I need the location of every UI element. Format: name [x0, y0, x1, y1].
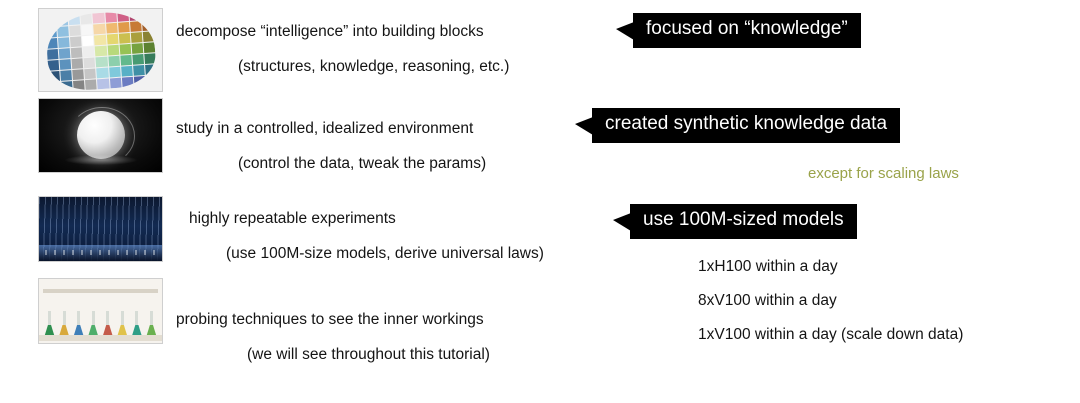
row-4-line-1: probing techniques to see the inner workings — [176, 311, 484, 328]
rain-dots — [45, 250, 156, 255]
row-1-line-2: (structures, knowledge, reasoning, etc.) — [238, 58, 510, 75]
row-2-line-2: (control the data, tweak the params) — [238, 155, 487, 172]
hardware-item-1: 1xH100 within a day — [698, 258, 838, 275]
scaling-laws-note: except for scaling laws — [808, 165, 959, 182]
row-3-line-2: (use 100M-size models, derive universal laws) — [226, 245, 544, 262]
row-1-line-1: decompose “intelligence” into building blocks — [176, 23, 484, 40]
callout-tail-icon — [613, 213, 631, 231]
lab-rack — [43, 289, 158, 293]
callout-tail-icon — [616, 22, 634, 40]
callout-label: focused on “knowledge” — [646, 18, 848, 39]
brain-mosaic-thumbnail — [38, 8, 163, 92]
hardware-item-3: 1xV100 within a day (scale down data) — [698, 326, 964, 343]
sphere-shape — [77, 111, 125, 159]
glossy-sphere-thumbnail — [38, 98, 163, 173]
callout-label: created synthetic knowledge data — [605, 113, 888, 134]
callout-synthetic-knowledge-data — [592, 108, 900, 143]
row-2-line-1: study in a controlled, idealized environment — [176, 120, 474, 137]
sphere-shadow — [65, 155, 137, 165]
callout-focused-on-knowledge — [633, 13, 861, 48]
callout-tail-icon — [575, 117, 593, 135]
lab-glassware-thumbnail — [38, 278, 163, 344]
row-4-line-2: (we will see throughout this tutorial) — [247, 346, 490, 363]
row-3-line-1: highly repeatable experiments — [189, 210, 396, 227]
hardware-item-2: 8xV100 within a day — [698, 292, 837, 309]
data-rain-thumbnail — [38, 196, 163, 262]
callout-100m-sized-models — [630, 204, 857, 239]
callout-label: use 100M-sized models — [643, 209, 844, 230]
lab-shelf — [39, 335, 162, 341]
